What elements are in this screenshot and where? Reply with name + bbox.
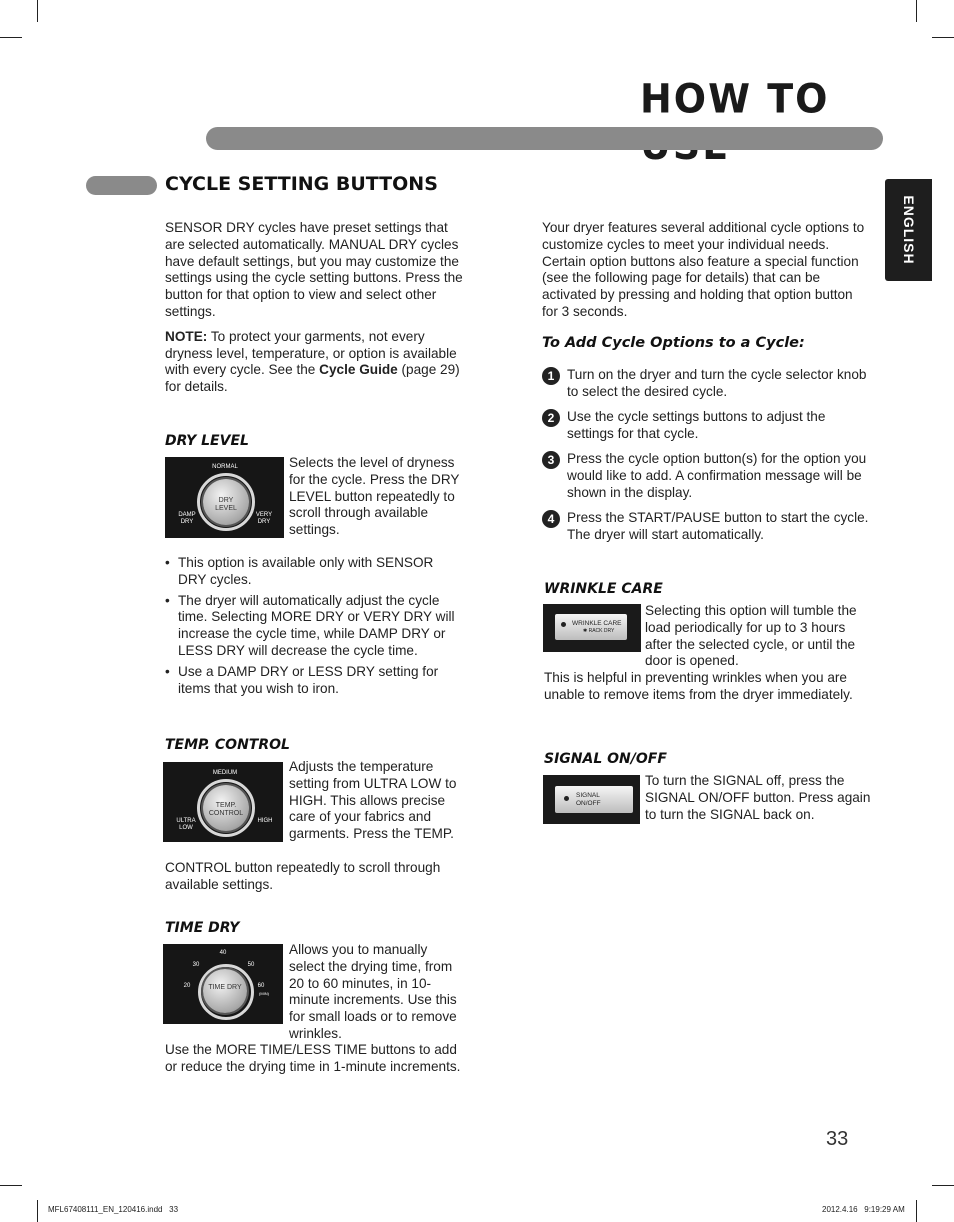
crop-mark <box>0 1185 22 1186</box>
crop-mark <box>932 1185 954 1186</box>
dry-level-knob-label: DRY LEVEL <box>215 497 237 512</box>
signal-heading: SIGNAL ON/OFF <box>544 751 667 767</box>
section-pill <box>86 176 157 195</box>
signal-button-label-2: ON/OFF <box>576 800 601 807</box>
step-3 <box>542 451 872 505</box>
crop-mark <box>932 37 954 38</box>
time-dry-description-wrap: Allows you to manually select the drying time, from 20 to 60 minutes, in 10-minute increments. Use this for small loads or to remove wrinkles. <box>289 942 457 1041</box>
note-text-1: To protect your garments, not every dryness level, temperature, or option is available with every cycle. See the <box>165 328 457 378</box>
note-label: NOTE: <box>165 328 208 344</box>
footer-timestamp: 2012.4.16 9:19:29 AM <box>822 1205 905 1214</box>
dry-level-description: Selects the level of dryness for the cycle. Press the DRY LEVEL button repeatedly to scroll through available settings. <box>289 455 460 538</box>
knob-label-medium: MEDIUM <box>212 770 238 776</box>
time-dry-knob-image <box>163 944 283 1024</box>
wrinkle-care-heading: WRINKLE CARE <box>544 581 663 597</box>
indicator-icon <box>564 796 569 801</box>
temp-control-heading: TEMP. CONTROL <box>165 737 290 753</box>
rack-dry-label: ✱ RACK DRY <box>583 628 615 634</box>
step-number: 1 <box>542 367 560 385</box>
crop-mark <box>916 1200 917 1222</box>
wrinkle-care-button-image <box>543 604 641 652</box>
section-title: CYCLE SETTING BUTTONS <box>165 173 438 195</box>
wrinkle-care-button-label: WRINKLE CARE <box>572 620 622 627</box>
knob-label-60: 60 <box>257 983 265 989</box>
note-bold-link: Cycle Guide <box>319 362 398 378</box>
language-tab-label: ENGLISH <box>900 195 917 265</box>
step-text: Press the cycle option button(s) for the option you would like to add. A confirmation message will be shown in the display. <box>567 451 867 500</box>
knob-label-20: 20 <box>183 983 191 989</box>
step-4 <box>542 510 872 546</box>
crop-mark <box>0 37 22 38</box>
crop-mark <box>37 0 38 22</box>
step-number: 4 <box>542 510 560 528</box>
page-number: 33 <box>826 1128 849 1150</box>
language-tab <box>885 179 932 281</box>
knob-label-normal: NORMAL <box>212 464 238 470</box>
step-number: 2 <box>542 409 560 427</box>
step-number: 3 <box>542 451 560 469</box>
temp-control-description-wrap: Adjusts the temperature setting from ULTRA LOW to HIGH. This allows precise care of your fabrics and garments. Press the TEMP. <box>289 759 457 842</box>
knob-label-50: 50 <box>247 962 255 968</box>
add-options-heading: To Add Cycle Options to a Cycle: <box>542 335 805 351</box>
signal-button-label-1: SIGNAL <box>576 792 600 799</box>
time-dry-description-full: Use the MORE TIME/LESS TIME buttons to add or reduce the drying time in 1-minute increments. <box>165 1042 461 1074</box>
signal-button-image <box>543 775 640 824</box>
dry-level-bullets <box>165 555 465 701</box>
list-item: • The dryer will automatically adjust the cycle time. Selecting MORE DRY or VERY DRY will increase the cycle time, while DAMP DRY or LESS DRY will decrease the cycle time. <box>165 593 465 660</box>
wrinkle-care-description-full: This is helpful in preventing wrinkles when you are unable to remove items from the dryer immediately. <box>544 670 853 702</box>
right-intro: Your dryer features several additional cycle options to customize cycles to meet your individual needs. Certain option buttons also feature a special function (see the following page for details) that can be activated by pressing and holding that option button for 3 seconds. <box>542 220 865 319</box>
note-paragraph <box>165 329 470 396</box>
crop-mark <box>916 0 917 22</box>
list-item: • This option is available only with SENSOR DRY cycles. <box>165 555 465 589</box>
wrinkle-care-description-wrap: Selecting this option will tumble the load periodically for up to 3 hours after the selected cycle, or until the door is opened. <box>645 603 857 669</box>
time-dry-heading: TIME DRY <box>165 920 240 936</box>
crop-mark <box>37 1200 38 1222</box>
temp-control-knob-label: TEMP. CONTROL <box>208 802 244 817</box>
knob-label-30: 30 <box>192 962 200 968</box>
knob-label-min: (MIN) <box>259 991 269 996</box>
footer-file-info: MFL67408111_EN_120416.indd 33 <box>48 1205 179 1214</box>
step-2 <box>542 409 872 445</box>
dry-level-knob-image <box>165 457 284 538</box>
list-item: • Use a DAMP DRY or LESS DRY setting for items that you wish to iron. <box>165 664 465 698</box>
temp-control-knob-image <box>163 762 283 842</box>
time-dry-knob-label: TIME DRY <box>208 984 242 991</box>
step-text: Turn on the dryer and turn the cycle selector knob to select the desired cycle. <box>567 367 867 399</box>
step-1 <box>542 367 872 403</box>
dry-level-heading: DRY LEVEL <box>165 433 249 449</box>
knob-label-high: HIGH <box>257 818 273 824</box>
knob-label-very-dry: VERY DRY <box>255 512 273 525</box>
left-intro <box>165 220 470 404</box>
page-header-title: HOW TO <box>640 75 830 122</box>
indicator-icon <box>561 622 566 627</box>
temp-control-description-full: CONTROL button repeatedly to scroll through available settings. <box>165 860 441 892</box>
signal-description: To turn the SIGNAL off, press the SIGNAL ON/OFF button. Press again to turn the SIGNAL back on. <box>645 773 871 822</box>
knob-label-damp-dry: DAMP DRY <box>178 512 196 525</box>
step-text: Press the START/PAUSE button to start the cycle. The dryer will start automatically. <box>567 510 869 542</box>
intro-paragraph: SENSOR DRY cycles have preset settings that are selected automatically. MANUAL DRY cycles have default settings, but you may customize the settings using the cycle setting buttons. Press the button for that option to view and select other settings. <box>165 220 463 319</box>
step-text: Use the cycle settings buttons to adjust the settings for that cycle. <box>567 409 826 441</box>
knob-label-40: 40 <box>219 950 227 956</box>
knob-label-ultra-low: ULTRA LOW <box>176 818 196 831</box>
note-text-2: (page 29) for details. <box>165 362 460 395</box>
header-bar <box>206 127 883 150</box>
